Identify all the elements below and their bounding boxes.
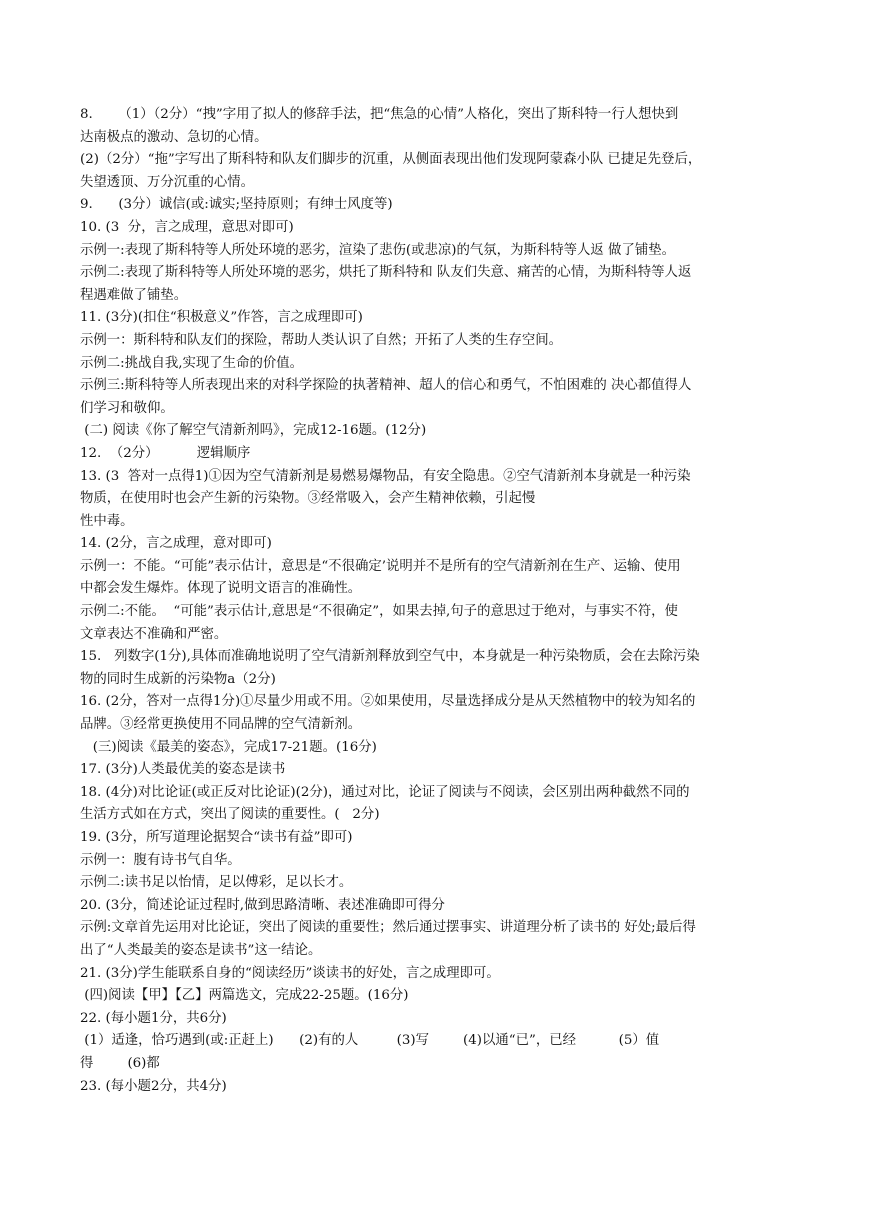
text-line: 10. (3 分，言之成理，意思对即可) bbox=[80, 219, 294, 235]
text-line: 示例一:表现了斯科特等人所处环境的恶劣，渲染了悲伤(或悲凉)的气氛，为斯科特等人返 做了铺垫。 bbox=[80, 242, 676, 258]
text-line: 达南极点的激动、急切的心情。 bbox=[80, 129, 268, 145]
text-line: 19. (3分，所写道理论据契合“读书有益”即可) bbox=[80, 830, 353, 845]
text-line: 8. （1）（2分）“拽”字用了拟人的修辞手法，把“焦急的心情”人格化，突出了斯科特一行人想快到 bbox=[80, 107, 679, 122]
text-line: 示例:文章首先运用对比论证，突出了阅读的重要性；然后通过摆事实、讲道理分析了读书的 好处;最后得 bbox=[80, 920, 696, 936]
text-line: 出了“人类最美的姿态是读书”这一结论。 bbox=[80, 942, 322, 958]
text-line: (2)（2分）“拖”字写出了斯科特和队友们脚步的沉重，从侧面表现出他们发现阿蒙森小队 已捷足先登后， bbox=[80, 152, 702, 168]
text-line: 品牌。③经常更换使用不同品牌的空气清新剂。 bbox=[80, 717, 362, 733]
text-line: 得 (6)都 bbox=[80, 1055, 160, 1071]
text-line: 示例二:表现了斯科特等人所处环境的恶劣，烘托了斯科特和 队友们失意、痛苦的心情，为斯科特等人返 bbox=[80, 265, 692, 281]
text-line: 生活方式如在方式，突出了阅读的重要性。( 2分) bbox=[80, 807, 380, 823]
text-line: 示例一：不能。“可能”表示估计，意思是“不很确定’说明并不是所有的空气清新剂在生产、运输、使用 bbox=[80, 558, 681, 574]
text-line: (二) 阅读《你了解空气清新剂吗》，完成12-16题。(12分) bbox=[80, 423, 427, 439]
text-line: 16. (2分，答对一点得1分)①尽量少用或不用。②如果使用，尽量选择成分是从天然植物中的较为知名的 bbox=[80, 694, 696, 710]
text-line: 程遇难做了铺垫。 bbox=[80, 287, 188, 303]
text-line: 示例二:不能。 “可能”表示估计,意思是“不很确定”，如果去掉,句子的意思过于绝对，与事实不符，使 bbox=[80, 604, 678, 620]
text-line: 17. (3分)人类最优美的姿态是读书 bbox=[80, 762, 286, 778]
text-line: 示例一：腹有诗书气自华。 bbox=[80, 852, 241, 868]
text-line: 示例二:读书足以怡情，足以傅彩，足以长才。 bbox=[80, 875, 353, 891]
text-line: 性中毒。 bbox=[80, 513, 134, 529]
text-line: 示例二:挑战自我,实现了生命的价值。 bbox=[80, 355, 304, 371]
text-line: 12. （2分） 逻辑顺序 bbox=[80, 445, 251, 461]
text-line: 物的同时生成新的污染物a（2分) bbox=[80, 671, 276, 687]
text-line: 9. (3分）诚信(或:诚实;坚持原则；有绅士风度等) bbox=[80, 197, 393, 213]
answer-text-block bbox=[80, 104, 792, 1098]
text-line: 们学习和敬仰。 bbox=[80, 400, 174, 416]
text-line: 20. (3分，简述论证过程时,做到思路清晰、表述准确即可得分 bbox=[80, 897, 445, 913]
text-line: (三)阅读《最美的姿态》，完成17-21题。(16分) bbox=[80, 739, 377, 755]
text-line: 21. (3分)学生能联系自身的“阅读经历”谈读书的好处，言之成理即可。 bbox=[80, 965, 500, 981]
text-line: 15. 列数字(1分),具体而准确地说明了空气清新剂释放到空气中，本身就是一种污染物质，会在去除污染 bbox=[80, 649, 700, 665]
text-line: (四)阅读【甲】【乙】两篇选文，完成22-25题。(16分) bbox=[80, 988, 409, 1004]
text-line: 文章表达不准确和严密。 bbox=[80, 626, 228, 642]
text-line: 13. (3 答对一点得1)①因为空气清新剂是易燃易爆物品，有安全隐患。②空气清新剂本身就是一种污染 bbox=[80, 468, 691, 484]
text-line: 物质，在使用时也会产生新的污染物。③经常吸入，会产生精神依赖，引起慢 bbox=[80, 491, 536, 507]
text-line: 示例一：斯科特和队友们的探险，帮助人类认识了自然；开拓了人类的生存空间。 bbox=[80, 332, 563, 348]
text-line: 失望透顶、万分沉重的心情。 bbox=[80, 174, 255, 190]
text-line: 14. (2分，言之成理，意对即可) bbox=[80, 536, 272, 552]
text-line: 中都会发生爆炸。体现了说明文语言的准确性。 bbox=[80, 581, 362, 597]
text-line: 18. (4分)对比论证(或正反对比论证)(2分)，通过对比，论证了阅读与不阅读，会区别出两种截然不同的 bbox=[80, 784, 690, 800]
text-line: 示例三:斯科特等人所表现出来的对科学探险的执著精神、超人的信心和勇气，不怕困难的 决心都值得人 bbox=[80, 378, 692, 394]
text-line: 22. (每小题1分，共6分) bbox=[80, 1010, 227, 1026]
text-line: 11. (3分)(扣住“积极意义”作答，言之成理即可) bbox=[80, 310, 363, 326]
text-line: 23. (每小题2分，共4分) bbox=[80, 1078, 227, 1094]
text-line: (1）适逢，恰巧遇到(或:正赶上) (2)有的人 (3)写 (4)以通“已”，已经 (5）值 bbox=[80, 1033, 660, 1049]
